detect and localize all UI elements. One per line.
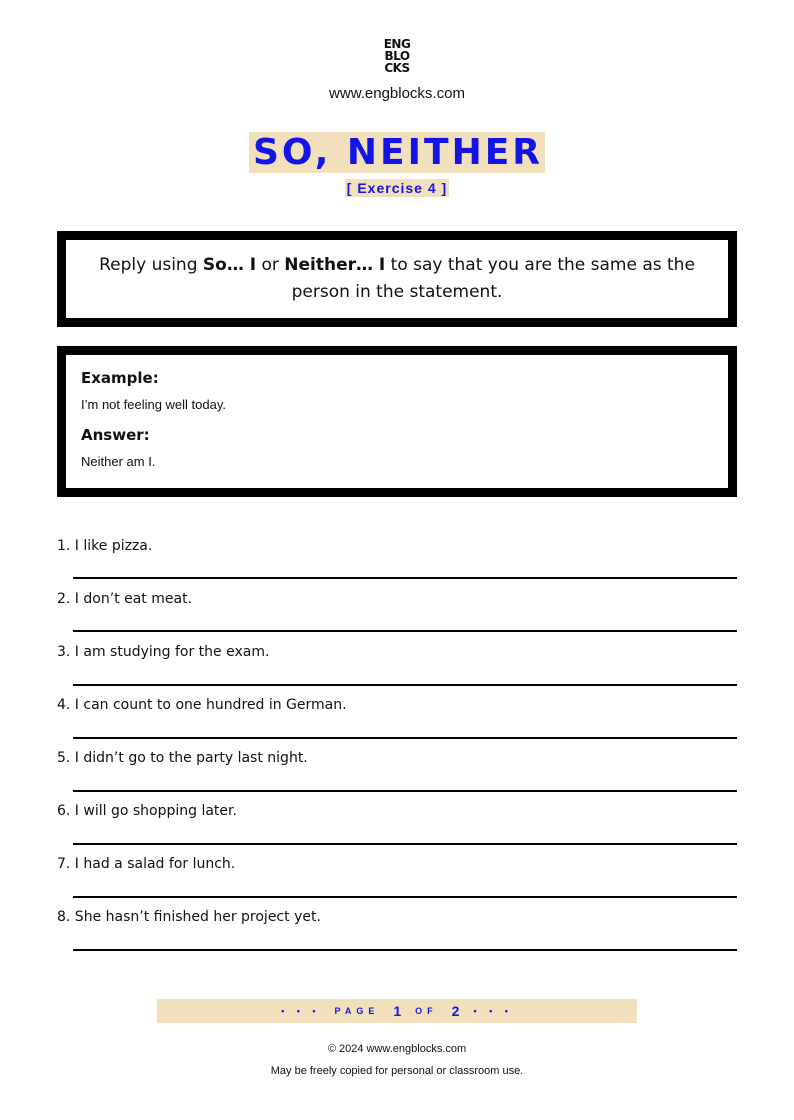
footer-license: May be freely copied for personal or classroom use. [270,1065,524,1077]
answer-line-4[interactable] [73,737,737,739]
engblocks-logo [0,38,794,74]
answer-text: Neither am I. [81,454,156,469]
example-text: I’m not feeling well today. [81,397,226,412]
question-3: 3. I am studying for the exam. [57,644,270,660]
page-title: SO, NEITHER [249,132,545,173]
logo-line-1: ENG [383,37,411,51]
answer-line-7[interactable] [73,896,737,898]
instructions-post: to say that you are the same as the person in the statement. [291,255,695,302]
instructions-neither-phrase: Neither… I [284,255,386,275]
of-word: OF [415,1006,438,1016]
instructions-mid: or [256,255,285,275]
logo-line-2: BLO [384,49,410,63]
instructions-pre: Reply using [99,255,203,275]
answer-label: Answer: [81,426,150,444]
page-word: PAGE [334,1006,380,1016]
question-5: 5. I didn’t go to the party last night. [57,750,308,766]
question-7: 7. I had a salad for lunch. [57,856,236,872]
question-2: 2. I don’t eat meat. [57,591,193,607]
answer-line-3[interactable] [73,684,737,686]
instructions-text [96,252,698,306]
current-page-number: 1 [393,1003,402,1019]
footer-copyright: © 2024 www.engblocks.com [327,1043,467,1055]
question-8: 8. She hasn’t finished her project yet. [57,909,321,925]
question-4: 4. I can count to one hundred in German. [57,697,347,713]
answer-line-1[interactable] [73,577,737,579]
question-1: 1. I like pizza. [57,538,153,554]
example-box [57,346,737,497]
site-url[interactable]: www.engblocks.com [329,85,465,102]
instructions-so-phrase: So… I [202,255,257,275]
page-dots-left: • • • [281,1006,321,1016]
answer-line-2[interactable] [73,630,737,632]
page-indicator [157,999,637,1023]
exercise-subtitle: [ Exercise 4 ] [346,180,448,196]
total-pages-number: 2 [451,1003,460,1019]
example-label: Example: [81,369,159,387]
answer-line-8[interactable] [73,949,737,951]
instructions-box [57,231,737,327]
logo-line-3: CKS [384,61,410,75]
page-dots-right: • • • [473,1006,513,1016]
answer-line-6[interactable] [73,843,737,845]
answer-line-5[interactable] [73,790,737,792]
question-6: 6. I will go shopping later. [57,803,237,819]
